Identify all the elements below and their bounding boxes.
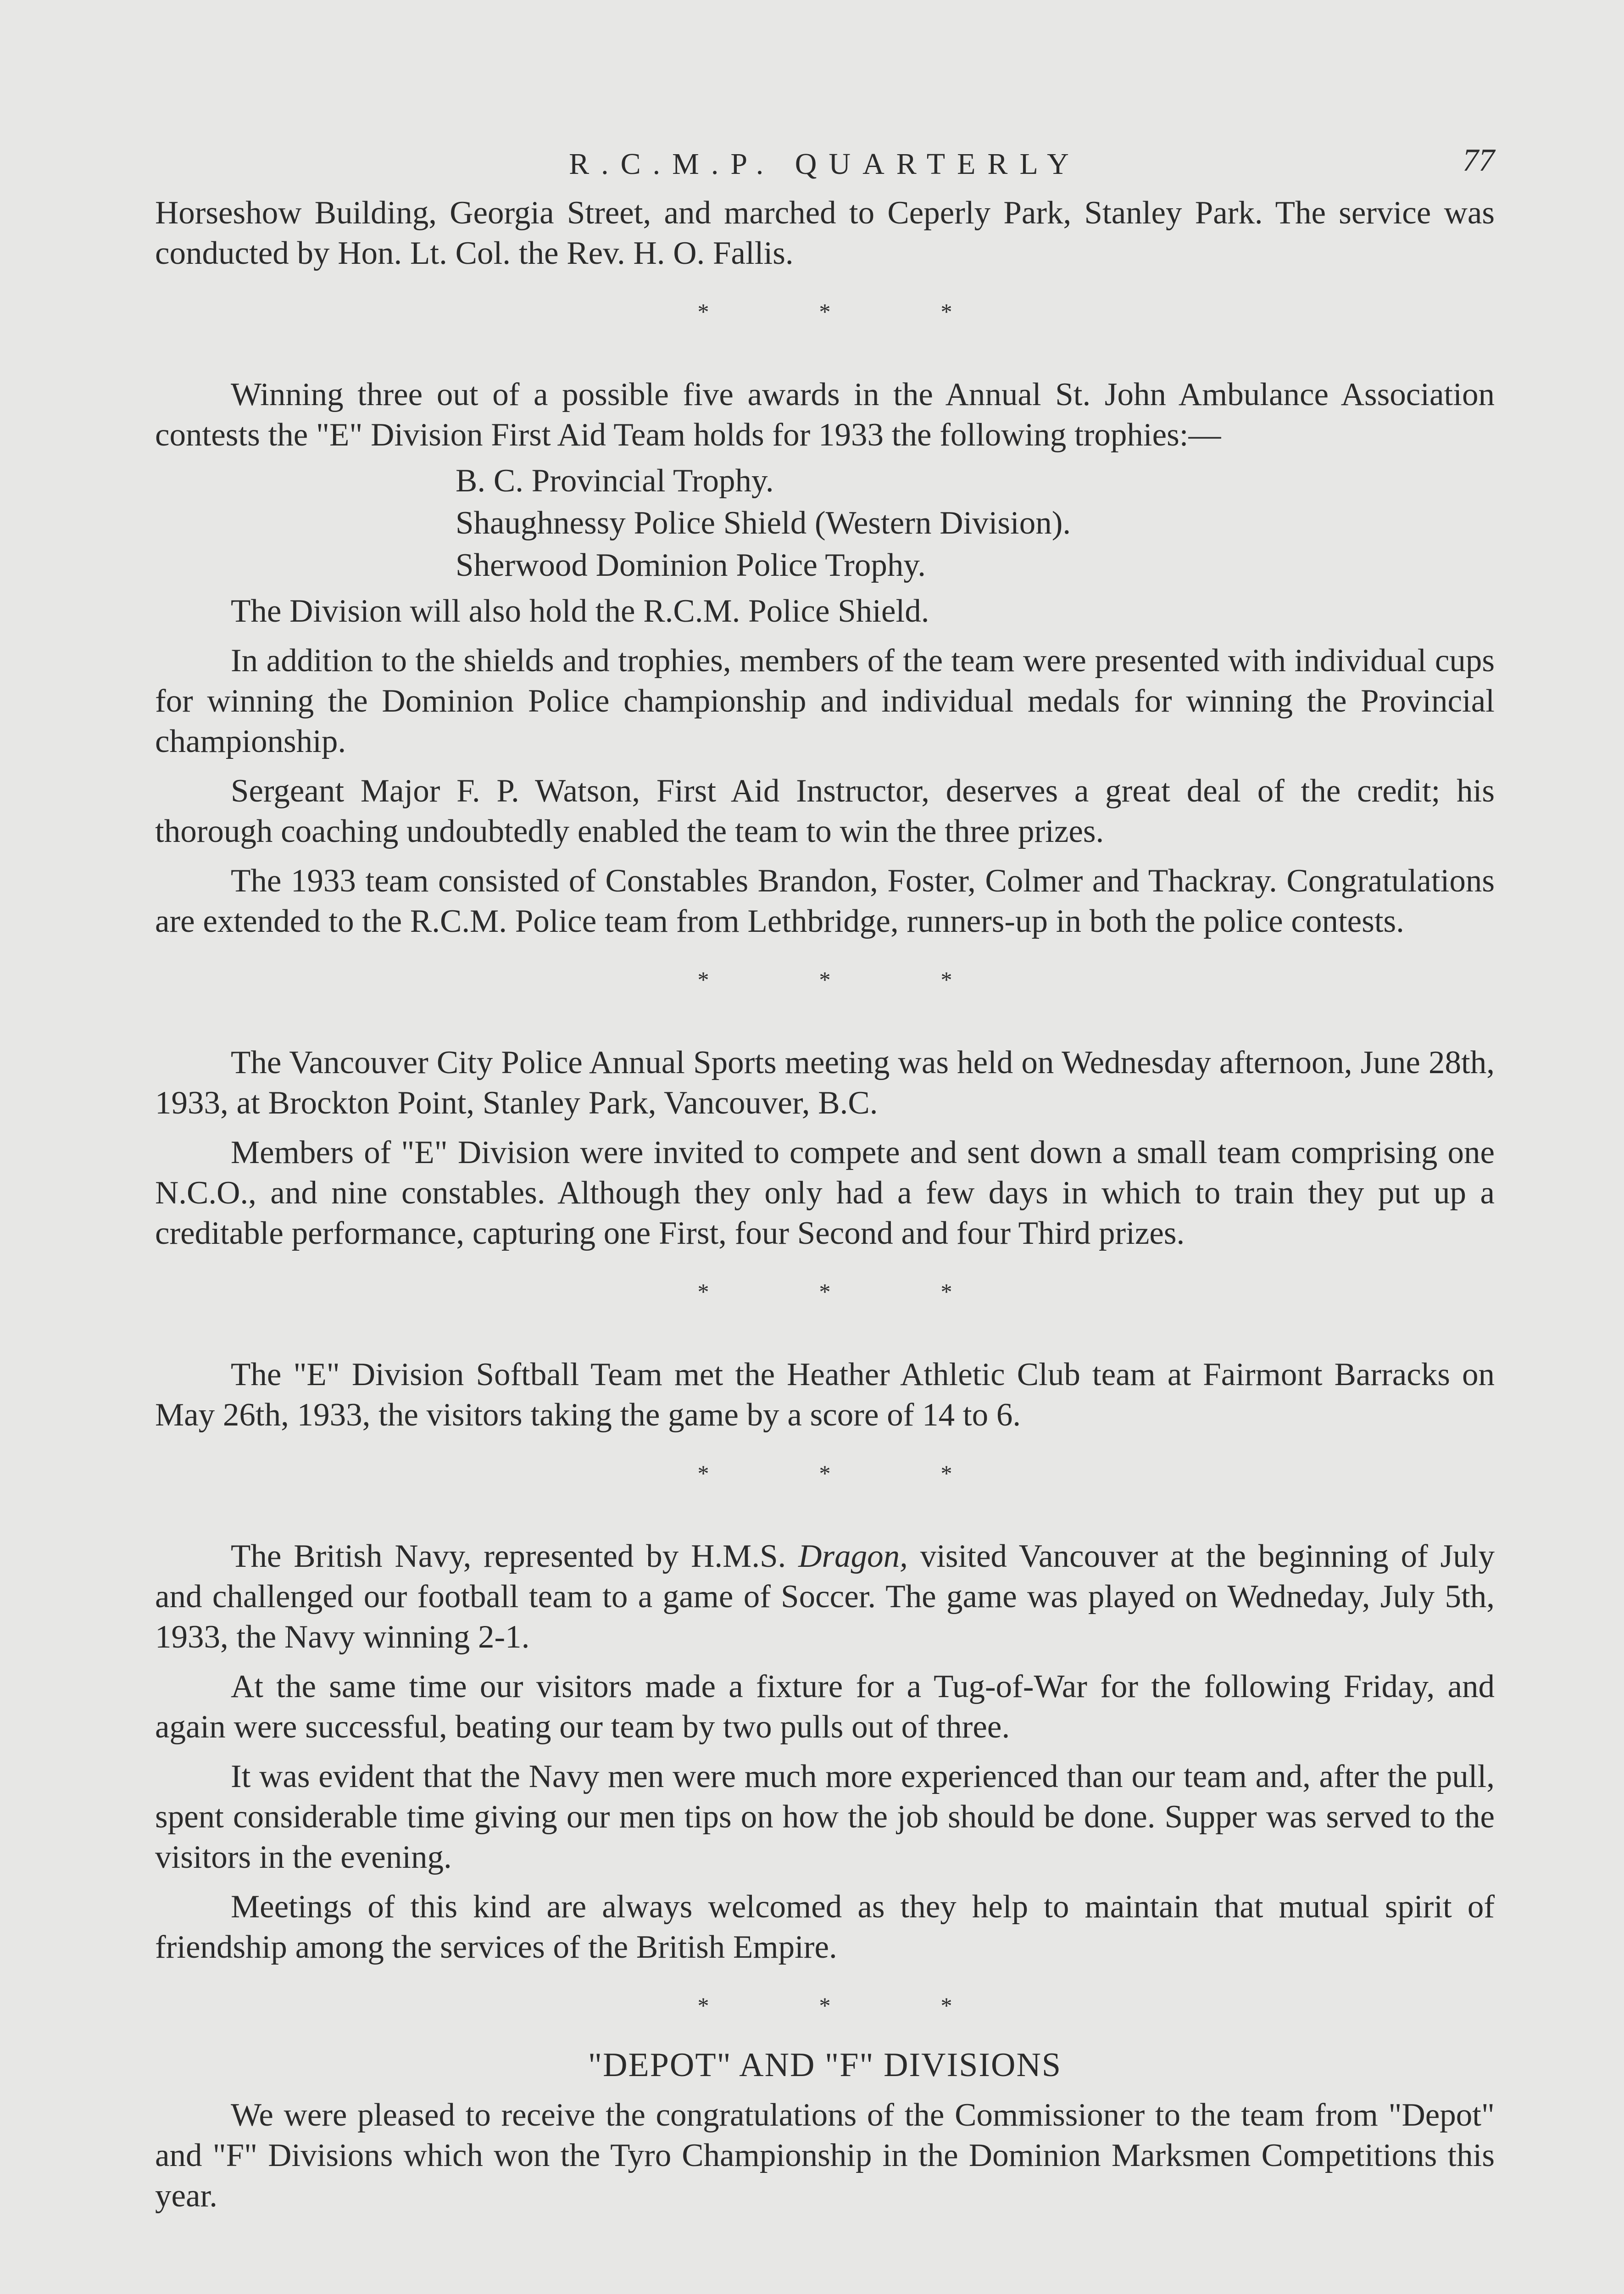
asterisk: *	[697, 1279, 709, 1304]
section-navy	[155, 1536, 1495, 1967]
asterisk: *	[819, 299, 831, 324]
paragraph: Horseshow Building, Georgia Street, and marched to Ceperly Park, Stanley Park. The service was conducted by Hon. Lt. Col. the Rev. H. O. Fallis.	[155, 195, 1495, 271]
paragraph: Sergeant Major F. P. Watson, First Aid Instructor, deserves a great deal of the credit; his thorough coaching undoubtedly enabled the team to win the three prizes.	[155, 773, 1495, 849]
paragraph: The "E" Division Softball Team met the Heather Athletic Club team at Fairmont Barracks on May 26th, 1933, the visitors taking the game by a score of 14 to 6.	[155, 1357, 1495, 1433]
asterisk: *	[819, 967, 831, 992]
asterisk: *	[940, 1279, 952, 1304]
section-separator	[155, 1280, 1495, 1303]
running-title: R.C.M.P. QUARTERLY	[569, 147, 1081, 181]
trophy-list	[456, 460, 1495, 586]
paragraph: We were pleased to receive the congratulations of the Commissioner to the team from "Depot" and "F" Divisions which won the Tyro Championship in the Dominion Marksmen Competitions this year.	[155, 2097, 1495, 2214]
paragraph-text: visited Vancouver at the beginning of July and challenged our football team to a game of Soccer. The game was played on Wedneday, July 5th, 1933, the Navy winning 2-1.	[155, 1538, 1495, 1655]
asterisk: *	[819, 1460, 831, 1486]
paragraph-text: The British Navy, represented by H.M.S.	[231, 1538, 799, 1574]
paragraph: Winning three out of a possible five awards in the Annual St. John Ambulance Association contests the "E" Division First Aid Team holds for 1933 the following trophies:—	[155, 377, 1495, 453]
asterisk: *	[940, 1993, 952, 2018]
asterisk: *	[940, 1460, 952, 1486]
trophy-item: B. C. Provincial Trophy.	[456, 463, 774, 499]
section-separator	[155, 1462, 1495, 1485]
section-separator	[155, 1994, 1495, 2017]
section-depot	[155, 2044, 1495, 2216]
section-separator	[155, 968, 1495, 991]
ship-name: Dragon,	[798, 1538, 908, 1574]
paragraph	[155, 1536, 1495, 1657]
asterisk: *	[819, 1993, 831, 2018]
document-page	[155, 138, 1495, 2216]
asterisk: *	[697, 1460, 709, 1486]
section-intro	[155, 193, 1495, 273]
paragraph: At the same time our visitors made a fixture for a Tug-of-War for the following Friday, and again were successful, beating our team by two pulls out of three.	[155, 1669, 1495, 1745]
running-header	[155, 138, 1495, 193]
paragraph: The Division will also hold the R.C.M. Police Shield.	[231, 593, 929, 629]
trophy-item: Sherwood Dominion Police Trophy.	[456, 547, 926, 583]
asterisk: *	[940, 299, 952, 324]
page-number: 77	[1463, 143, 1495, 178]
asterisk: *	[697, 967, 709, 992]
paragraph: Meetings of this kind are always welcomed as they help to maintain that mutual spirit of friendship among the services of the British Empire.	[155, 1889, 1495, 1965]
asterisk: *	[697, 1993, 709, 2018]
paragraph: The Vancouver City Police Annual Sports meeting was held on Wednesday afternoon, June 28th, 1933, at Brockton Point, Stanley Park, Vancouver, B.C.	[155, 1045, 1495, 1121]
section-sports	[155, 1042, 1495, 1253]
asterisk: *	[940, 967, 952, 992]
paragraph: Members of "E" Division were invited to compete and sent down a small team comprising one N.C.O., and nine constables. Although they only had a few days in which to train they put up a creditable performance, capturing one First, four Second and four Third prizes.	[155, 1135, 1495, 1251]
asterisk: *	[697, 299, 709, 324]
paragraph: The 1933 team consisted of Constables Brandon, Foster, Colmer and Thackray. Congratulations are extended to the R.C.M. Police team from Lethbridge, runners-up in both the police contests.	[155, 863, 1495, 939]
section-first-aid	[155, 374, 1495, 941]
section-heading: "DEPOT" AND "F" DIVISIONS	[588, 2046, 1062, 2084]
asterisk: *	[819, 1279, 831, 1304]
trophy-item: Shaughnessy Police Shield (Western Division).	[456, 505, 1071, 541]
paragraph: It was evident that the Navy men were much more experienced than our team and, after the pull, spent considerable time giving our men tips on how the job should be done. Supper was served to the visitors in the evening.	[155, 1759, 1495, 1875]
section-separator	[155, 300, 1495, 323]
paragraph: In addition to the shields and trophies, members of the team were presented with individual cups for winning the Dominion Police championship and individual medals for winning the Provincial championship.	[155, 643, 1495, 759]
section-softball	[155, 1354, 1495, 1435]
